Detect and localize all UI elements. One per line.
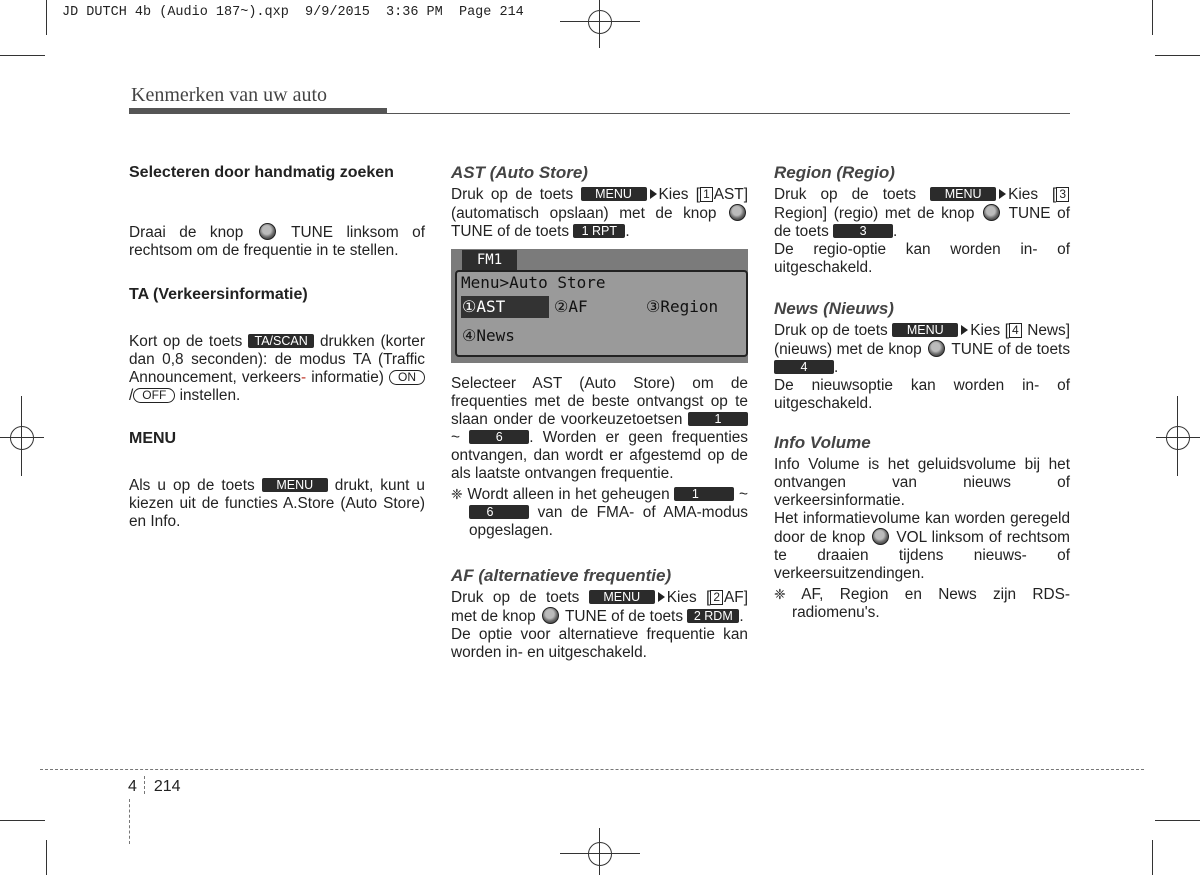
arrow-right-icon (961, 325, 968, 335)
tune-knob-icon (983, 204, 1000, 221)
lcd-title: Menu>Auto Store (461, 273, 606, 292)
tune-knob-icon (259, 223, 276, 240)
menu-button: MENU (262, 478, 328, 492)
ast-heading: AST (Auto Store) (451, 163, 588, 182)
ta-scan-button: TA/SCAN (248, 334, 314, 348)
lcd-item-af: ②AF (554, 297, 588, 316)
lcd-item-news: ④News (462, 326, 515, 345)
on-button: ON (389, 370, 425, 385)
number-1-icon: 1 (700, 187, 713, 202)
preset-key-6: 6 (469, 430, 529, 444)
number-4-icon: 4 (1009, 323, 1022, 338)
info-volume-text: Info Volume is het geluidsvolume bij het ontvangen van nieuws of verkeersinformatie. (774, 456, 1070, 509)
af-description: De optie voor alternatieve frequentie kan worden in- en uitgeschakeld. (451, 626, 748, 661)
af-text: Druk op de toets MENU Kies [ 2 AF] met de knop TUNE of de toets 2 RDM . (451, 589, 748, 625)
rds-note: ❈ AF, Region en News zijn RDS-radiomenu's. (774, 586, 1070, 621)
tune-knob-icon (729, 204, 746, 221)
preset-key-6: 6 (469, 505, 529, 519)
footer-divider (40, 769, 1144, 770)
number-3-icon: 3 (1056, 187, 1069, 202)
news-description: De nieuwsoptie kan worden in- of uitgeschakeld. (774, 377, 1070, 412)
arrow-right-icon (999, 189, 1006, 199)
vol-knob-icon (872, 528, 889, 545)
header-rule-thick (129, 108, 387, 114)
manual-search-text: Draai de knop TUNE linksom of rechtsom om de frequentie in te stellen. (129, 224, 426, 259)
info-volume-adjust: Het informatievolume kan worden geregeld door de knop VOL linksom of rechtsom te draaien tijdens nieuws- of verkeersuitzendingen. (774, 510, 1070, 582)
column-middle (451, 163, 748, 241)
menu-button: MENU (589, 590, 655, 604)
tune-knob-icon (928, 340, 945, 357)
chapter-number: 4 (128, 778, 137, 795)
arrow-right-icon (658, 592, 665, 602)
preset-key-1: 1 (674, 487, 734, 501)
news-text: Druk op de toets MENU Kies [ 4 News] (nieuws) met de knop TUNE of de toets 4 . (774, 322, 1071, 376)
info-volume-heading: Info Volume (774, 433, 871, 452)
preset-key-3: 3 (833, 224, 893, 238)
number-2-icon: 2 (710, 590, 723, 605)
arrow-right-icon (650, 189, 657, 199)
preset-key-1: 1 (688, 412, 748, 426)
page-number (128, 776, 181, 796)
manual-search-heading: Selecteren door handmatig zoeken (129, 164, 394, 181)
menu-text: Als u op de toets MENU drukt, kunt u kiezen uit de functies A.Store (Auto Store) en Info. (129, 477, 425, 530)
column-right (774, 163, 1070, 622)
menu-button: MENU (930, 187, 996, 201)
column-left (129, 163, 425, 531)
menu-heading: MENU (129, 430, 177, 447)
page-number-value: 214 (153, 778, 181, 795)
ast-note: ❈ Wordt alleen in het geheugen 1 ~ 6 van de FMA- of AMA-modus opgeslagen. (451, 486, 748, 539)
menu-button: MENU (892, 323, 958, 337)
ast-description: Selecteer AST (Auto Store) om de frequenties met de beste ontvangst op te slaan onder de voorkeuzetoetsen 1 ~ 6 . Worden er geen frequenties ontvangen, dan wordt er afgestemd op de als laatste ontvangen frequentie. (451, 375, 748, 482)
lcd-item-ast: ①AST (462, 297, 506, 316)
news-heading: News (Nieuws) (774, 299, 894, 318)
preset-key-4: 4 (774, 360, 834, 374)
header-rule-thin (387, 113, 1070, 114)
footer-vertical-divider (129, 799, 130, 844)
key-1-rpt: 1 RPT (573, 224, 625, 238)
print-slug: JD DUTCH 4b (Audio 187~).qxp 9/9/2015 3:36 PM Page 214 (62, 5, 524, 20)
ast-text: Druk op de toets MENU Kies [ 1 AST] (automatisch opslaan) met de knop TUNE of de toets 1 RPT . (451, 186, 748, 240)
ta-heading: TA (Verkeersinformatie) (129, 286, 308, 303)
column-middle-lower (451, 375, 748, 662)
tune-knob-icon (542, 607, 559, 624)
ta-text: Kort op de toets TA/SCAN drukken (korter dan 0,8 seconden): de modus TA (Traffic Announcement, verkeers- informatie) ON/ OFF instellen. (129, 333, 425, 404)
region-text: Druk op de toets MENU Kies [ 3 Region] (regio) met de knop TUNE of de toets 3 . (774, 186, 1071, 240)
region-heading: Region (Regio) (774, 163, 895, 182)
af-heading: AF (alternatieve frequentie) (451, 566, 672, 585)
section-title: Kenmerken van uw auto (131, 84, 328, 106)
menu-button: MENU (581, 187, 647, 201)
key-2-rdm: 2 RDM (687, 609, 739, 623)
lcd-item-region: ③Region (646, 297, 719, 316)
off-button: OFF (133, 388, 175, 403)
lcd-tab-fm1: FM1 (462, 250, 517, 270)
region-description: De regio-optie kan worden in- of uitgeschakeld. (774, 241, 1070, 276)
